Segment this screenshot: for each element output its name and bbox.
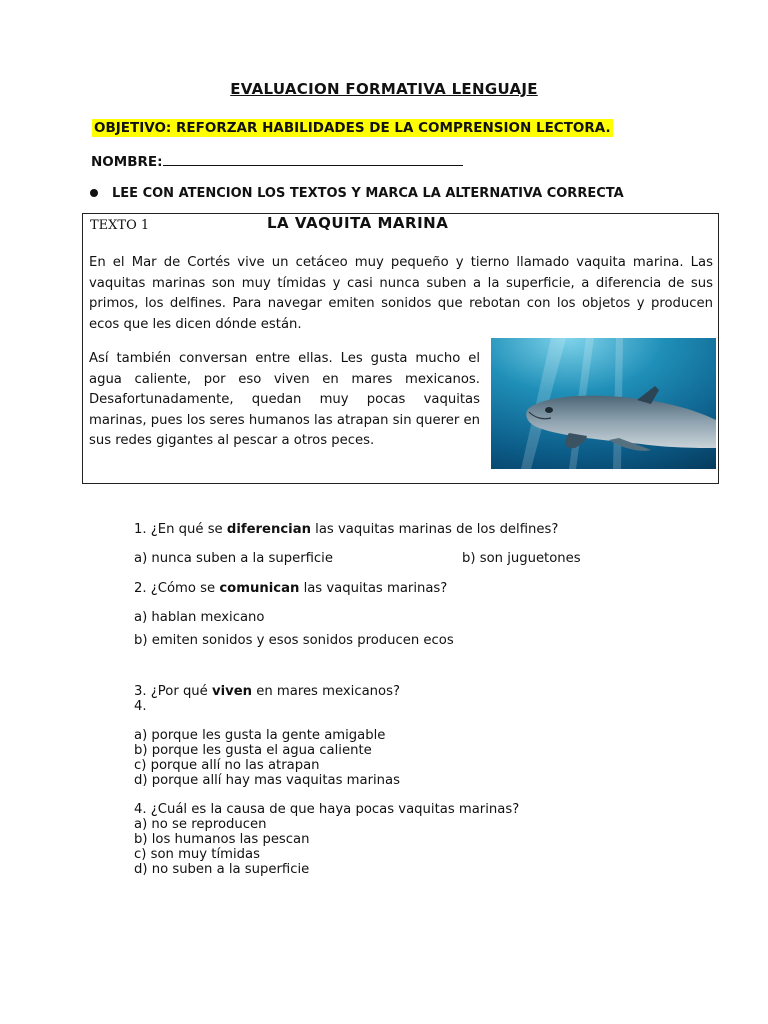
name-label: NOMBRE: — [91, 154, 163, 170]
text-paragraph-2: Así también conversan entre ellas. Les gusta mucho el agua caliente, por eso viven en mares mexicanos. Desafortunadamente, quedan muy pocas vaquitas marinas, pues los seres humanos las atrapan sin querer en sus redes gigantes al pescar a otros peces. — [89, 351, 480, 448]
question-2-option-b[interactable]: b) emiten sonidos y esos sonidos producen ecos — [134, 633, 454, 648]
question-3-option-c[interactable]: c) porque allí no las atrapan — [134, 758, 320, 773]
instruction-line — [90, 186, 624, 201]
question-1-option-a[interactable]: a) nunca suben a la superficie — [134, 551, 333, 566]
question-2 — [134, 581, 447, 596]
question-2-suffix: las vaquitas marinas? — [299, 581, 448, 596]
text-paragraph-1: En el Mar de Cortés vive un cetáceo muy pequeño y tierno llamado vaquita marina. Las vaquitas marinas son muy tímidas y casi nunca suben a la superficie, a diferencia de sus primos, los delfines. Para navegar emiten sonidos que rebotan con los objetos y producen ecos que les dicen dónde están. — [89, 255, 713, 332]
question-1 — [134, 522, 558, 537]
question-3-prefix: 3. ¿Por qué — [134, 684, 212, 699]
question-4-option-c[interactable]: c) son muy tímidas — [134, 847, 260, 862]
text-title: LA VAQUITA MARINA — [267, 214, 449, 232]
stray-number: 4. — [134, 699, 147, 714]
question-4-option-b[interactable]: b) los humanos las pescan — [134, 832, 310, 847]
question-3-option-d[interactable]: d) porque allí hay mas vaquitas marinas — [134, 773, 400, 788]
question-3-keyword: viven — [211, 684, 253, 699]
vaquita-illustration — [491, 338, 716, 469]
question-3 — [134, 684, 400, 699]
question-3-option-a[interactable]: a) porque les gusta la gente amigable — [134, 728, 386, 743]
text-label: TEXTO 1 — [90, 218, 150, 233]
question-2-prefix: 2. ¿Cómo se — [134, 581, 220, 596]
name-blank-line[interactable] — [163, 153, 463, 166]
question-4: 4. ¿Cuál es la causa de que haya pocas vaquitas marinas? — [134, 802, 520, 817]
question-3-suffix: en mares mexicanos? — [252, 684, 400, 699]
question-3-option-b[interactable]: b) porque les gusta el agua caliente — [134, 743, 372, 758]
objective-highlight: OBJETIVO: REFORZAR HABILIDADES DE LA COMPRENSION LECTORA. — [94, 120, 611, 136]
name-field-row — [91, 153, 463, 170]
question-2-keyword: comunican — [219, 581, 300, 596]
vaquita-photo — [491, 338, 716, 469]
instruction-text: LEE CON ATENCION LOS TEXTOS Y MARCA LA ALTERNATIVA CORRECTA — [112, 186, 624, 201]
bullet-icon — [90, 189, 98, 197]
question-1-prefix: 1. ¿En qué se — [134, 522, 227, 537]
page-title: EVALUACION FORMATIVA LENGUAJE — [230, 80, 538, 98]
question-2-option-a[interactable]: a) hablan mexicano — [134, 610, 265, 625]
question-1-suffix: las vaquitas marinas de los delfines? — [310, 522, 559, 537]
question-4-option-d[interactable]: d) no suben a la superficie — [134, 862, 310, 877]
question-1-keyword: diferencian — [226, 522, 311, 537]
question-4-option-a[interactable]: a) no se reproducen — [134, 817, 267, 832]
question-1-option-b[interactable]: b) son juguetones — [462, 551, 581, 566]
